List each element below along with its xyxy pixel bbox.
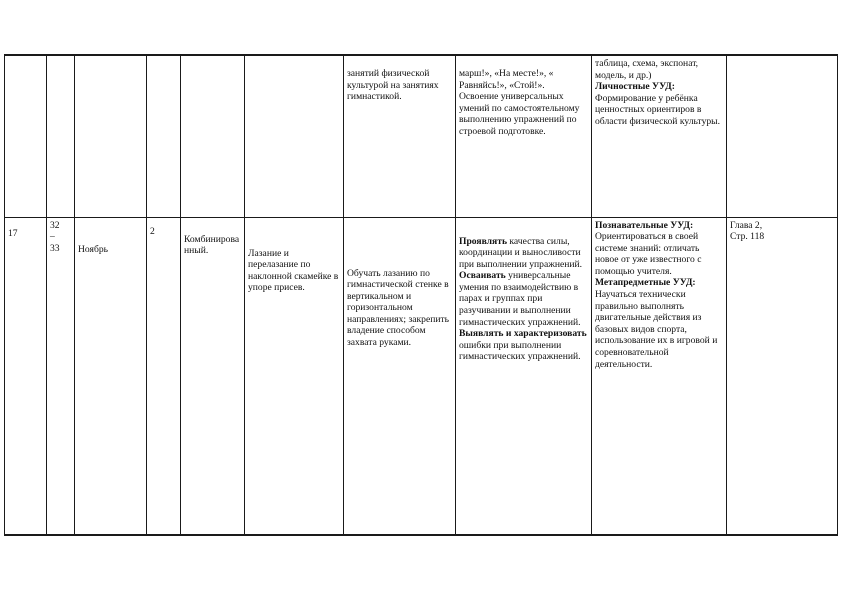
cell-month	[75, 55, 147, 217]
cell-hours	[147, 217, 181, 535]
cell-goal	[344, 55, 456, 217]
month-text: Ноябрь	[78, 243, 109, 255]
lesson-number-a: 32	[50, 219, 60, 231]
uud-text-b: Формирование у ребёнка ценностных ориентиров в области физической культуры.	[595, 92, 721, 127]
topic-text: Лазание и перелазание по наклонной скамейке в упоре присев.	[248, 247, 339, 294]
skills-item-3-head: Выявлять и характеризовать	[459, 328, 587, 340]
uud-item-2-text: Научаться технически правильно выполнять двигательные действия из базовых видов спорта, использование их в игровой и соревновательной деятельности.	[595, 289, 718, 370]
cell-number	[5, 217, 47, 535]
skills-item-3	[459, 328, 588, 363]
cell-topic	[245, 55, 344, 217]
uud-item-1-text: Ориентироваться в своей системе знаний: отличать новое от уже известного с помощью учителя.	[595, 231, 702, 277]
cell-reference	[727, 217, 838, 535]
cell-hours	[147, 55, 181, 217]
uud-item-2	[595, 277, 723, 370]
skills-item-3-text: ошибки при выполнении гимнастических упражнений.	[459, 339, 581, 363]
cell-reference	[727, 55, 838, 217]
uud-text-a: таблица, схема, экспонат, модель, и др.)	[595, 58, 699, 81]
skills-item-1	[459, 236, 588, 271]
uud-heading: Личностные УУД:	[595, 81, 675, 93]
cell-uud	[592, 55, 727, 217]
goal-text: Обучать лазанию по гимнастической стенке в вертикальном и горизонтальном направлениях; закрепить владение способом захвата руками.	[347, 267, 450, 349]
cell-type	[181, 55, 245, 217]
goal-text: занятий физической культурой на занятиях гимнастикой.	[347, 68, 439, 103]
cell-lesson	[47, 217, 75, 535]
cell-skills	[456, 217, 592, 535]
cell-number	[5, 55, 47, 217]
type-text: Комбинированный.	[184, 233, 240, 257]
cell-goal	[344, 217, 456, 535]
hours-text: 2	[150, 225, 155, 237]
table-row-17	[5, 217, 838, 535]
skills-item-2-head: Осваивать	[459, 270, 506, 282]
uud-item-2-head: Метапредметные УУД:	[595, 277, 696, 289]
reference-page: Стр. 118	[730, 231, 765, 243]
uud-item-1	[595, 220, 723, 278]
cell-lesson	[47, 55, 75, 217]
cell-uud	[592, 217, 727, 535]
lesson-number-b: 33	[50, 242, 60, 254]
cell-type	[181, 217, 245, 535]
lesson-dash: –	[50, 231, 55, 243]
skills-item-2	[459, 270, 588, 328]
skills-text-b: Освоение универсальных умений по самостоятельному выполнению упражнений по строевой подготовке.	[459, 91, 580, 137]
table-row-previous	[5, 55, 838, 217]
lesson-plan-table	[4, 54, 838, 536]
cell-skills	[456, 55, 592, 217]
uud-item-1-head: Познавательные УУД:	[595, 219, 694, 231]
row-number: 17	[8, 227, 18, 239]
skills-item-2-text: универсальные умения по взаимодействию в парах и группах при разучивании и выполнении гимнастических упражнений.	[459, 270, 581, 328]
skills-text-a: марш!», «На месте!», « Равняйсь!», «Стой!».	[459, 68, 554, 91]
cell-topic	[245, 217, 344, 535]
skills-item-1-head: Проявлять	[459, 235, 508, 247]
cell-month	[75, 217, 147, 535]
reference-chapter: Глава 2,	[730, 219, 763, 231]
skills-item-1-text: качества силы, координации и выносливости при выполнении упражнений.	[459, 235, 583, 270]
